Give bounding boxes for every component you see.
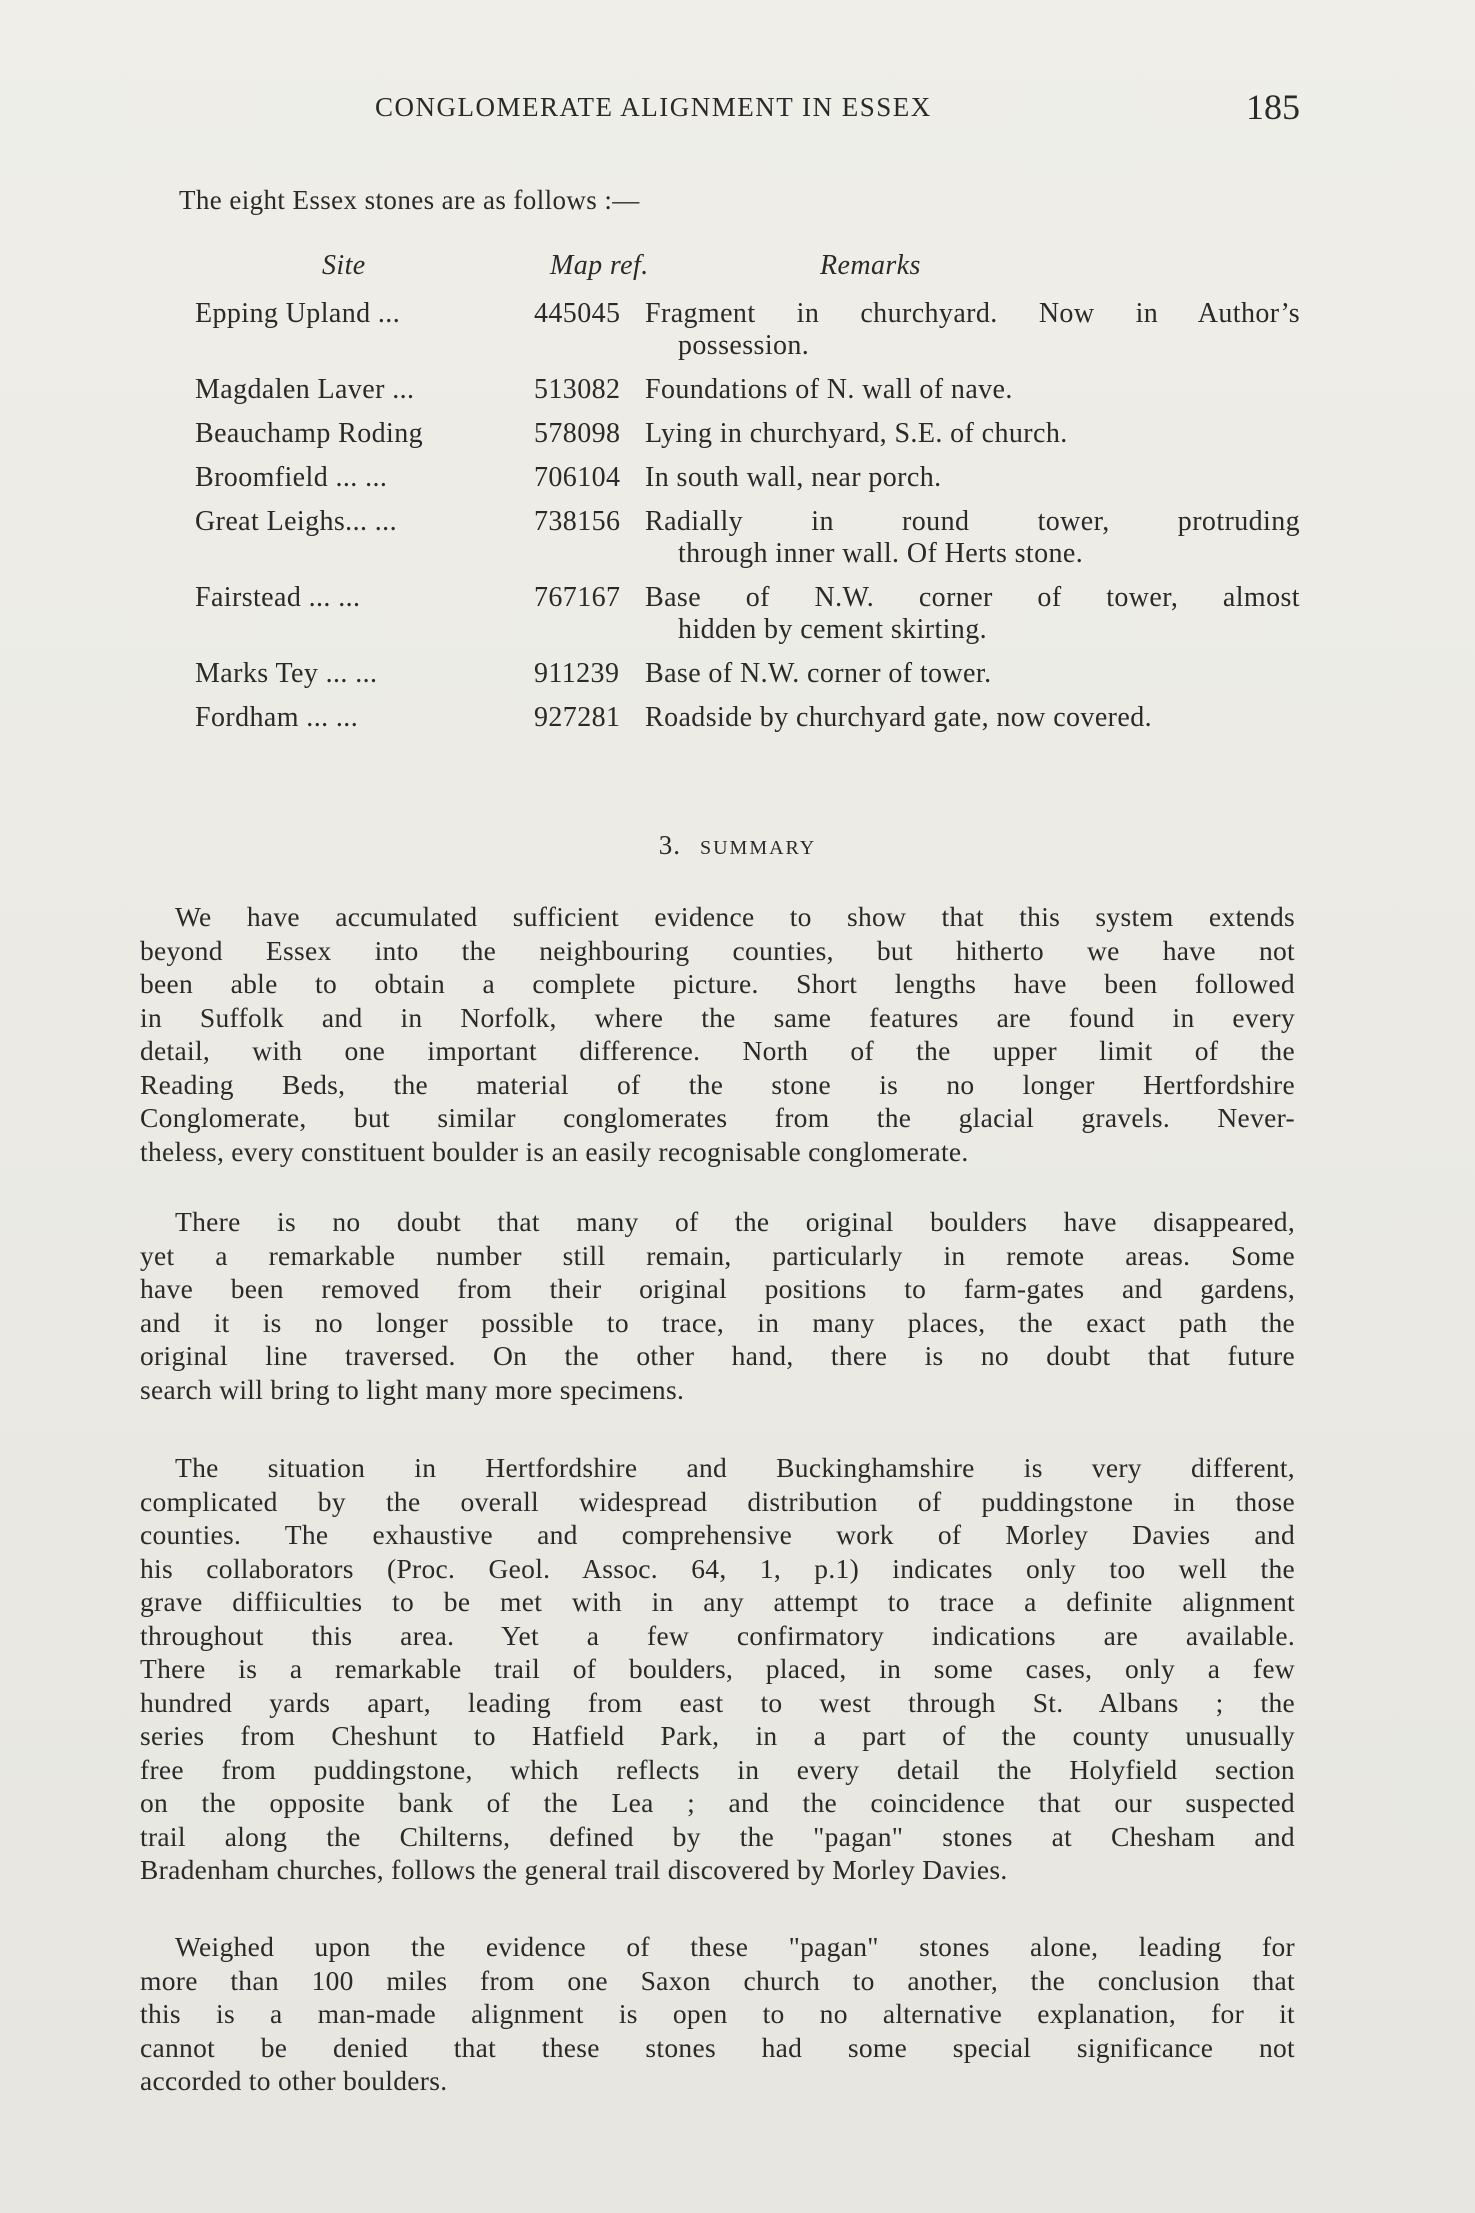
remarks-cell	[645, 506, 1300, 570]
remarks-cell	[645, 582, 1300, 646]
remarks-cell	[645, 374, 1300, 406]
remarks-line: Foundations of N. wall of nave.	[645, 374, 1013, 405]
remarks-line: Base of N.W. corner of tower.	[645, 658, 992, 689]
map-ref-cell: 578098	[534, 418, 621, 449]
site-cell: Magdalen Laver ...	[195, 374, 415, 405]
map-ref-column-header: Map ref.	[550, 250, 649, 281]
stones-table	[195, 250, 1300, 746]
table-row	[195, 462, 1300, 494]
table-row	[195, 506, 1300, 570]
remarks-line: Lying in churchyard, S.E. of church.	[645, 418, 1068, 449]
map-ref-cell: 706104	[534, 462, 621, 493]
text-line: and it is no longer possible to trace, in many places, the exact path the	[140, 1306, 1295, 1338]
text-line: trail along the Chilterns, defined by the "pagan" stones at Chesham and	[140, 1820, 1295, 1852]
table-row	[195, 298, 1300, 362]
text-line: Weighed upon the evidence of these "pagan" stones alone, leading for	[175, 1931, 1295, 1962]
map-ref-cell: 767167	[534, 582, 621, 613]
table-row	[195, 702, 1300, 734]
text-line: complicated by the overall widespread distribution of puddingstone in those	[140, 1485, 1295, 1517]
paragraph	[140, 1930, 1295, 2098]
intro-text: The eight Essex stones are as follows :—	[179, 185, 640, 215]
map-ref-cell: 445045	[534, 298, 621, 329]
table-row	[195, 374, 1300, 406]
site-cell: Beauchamp Roding	[195, 418, 424, 449]
text-line: have been removed from their original positions to farm-gates and gardens,	[140, 1273, 1295, 1304]
remarks-line: possession.	[678, 330, 810, 361]
paragraph	[140, 1205, 1295, 1406]
text-line: We have accumulated sufficient evidence to show that this system extends	[175, 901, 1295, 932]
site-cell: Fairstead ... ...	[195, 582, 361, 613]
text-line: been able to obtain a complete picture. Short lengths have been followed	[140, 968, 1295, 999]
section-number: 3.	[658, 830, 681, 860]
page-number: 185	[1246, 87, 1300, 127]
site-column-header: Site	[322, 250, 366, 281]
table-row	[195, 582, 1300, 646]
remarks-line: Base of N.W. corner of tower, almost	[645, 582, 1300, 613]
text-line: theless, every constituent boulder is an easily recognisable conglomerate.	[140, 1135, 969, 1167]
remarks-line: Roadside by churchyard gate, now covered.	[645, 702, 1153, 733]
text-line: cannot be denied that these stones had some special significance not	[140, 2031, 1295, 2063]
section-title: SUMMARY	[699, 837, 817, 859]
remarks-line: Radially in round tower, protruding	[645, 506, 1300, 537]
text-line: accorded to other boulders.	[140, 2065, 448, 2096]
text-line: grave diffiiculties to be met with in any attempt to trace a definite alignment	[140, 1586, 1295, 1617]
remarks-line: In south wall, near porch.	[645, 462, 942, 493]
section-heading	[0, 830, 1475, 861]
text-line: more than 100 miles from one Saxon church to another, the conclusion that	[140, 1964, 1295, 1996]
map-ref-cell: 927281	[534, 702, 621, 733]
text-line: There is a remarkable trail of boulders, placed, in some cases, only a few	[140, 1653, 1295, 1684]
text-line: series from Cheshunt to Hatfield Park, in a part of the county unusually	[140, 1720, 1295, 1751]
table-row	[195, 418, 1300, 450]
remarks-cell	[645, 298, 1300, 362]
text-line: on the opposite bank of the Lea ; and the coincidence that our suspected	[140, 1787, 1295, 1818]
text-line: yet a remarkable number still remain, particularly in remote areas. Some	[140, 1239, 1295, 1271]
text-line: detail, with one important difference. North of the upper limit of the	[140, 1035, 1295, 1066]
site-cell: Marks Tey ... ...	[195, 658, 378, 689]
text-line: search will bring to light many more specimens.	[140, 1373, 685, 1405]
remarks-cell	[645, 462, 1300, 494]
paragraph	[140, 1451, 1295, 1887]
text-line: this is a man-made alignment is open to no alternative explanation, for it	[140, 1998, 1295, 2029]
text-line: his collaborators (Proc. Geol. Assoc. 64, 1, p.1) indicates only too well the	[140, 1552, 1295, 1584]
running-title: CONGLOMERATE ALIGNMENT IN ESSEX	[375, 92, 932, 122]
remarks-cell	[645, 702, 1300, 734]
text-line: beyond Essex into the neighbouring counties, but hitherto we have not	[140, 934, 1295, 966]
remarks-line: through inner wall. Of Herts stone.	[678, 538, 1084, 569]
site-cell: Great Leighs... ...	[195, 506, 397, 537]
text-line: Conglomerate, but similar conglomerates from the glacial gravels. Never-	[140, 1102, 1295, 1133]
remarks-column-header: Remarks	[820, 250, 921, 281]
text-line: throughout this area. Yet a few confirmatory indications are available.	[140, 1619, 1295, 1651]
site-cell: Epping Upland ...	[195, 298, 401, 329]
page-header	[140, 87, 1300, 132]
remarks-line: hidden by cement skirting.	[678, 614, 988, 645]
site-cell: Fordham ... ...	[195, 702, 359, 733]
text-line: counties. The exhaustive and comprehensive work of Morley Davies and	[140, 1519, 1295, 1550]
text-line: The situation in Hertfordshire and Buckinghamshire is very different,	[175, 1452, 1295, 1483]
remarks-cell	[645, 658, 1300, 690]
table-row	[195, 658, 1300, 690]
remarks-cell	[645, 418, 1300, 450]
text-line: hundred yards apart, leading from east to west through St. Albans ; the	[140, 1686, 1295, 1718]
remarks-line: Fragment in churchyard. Now in Author’s	[645, 298, 1300, 329]
map-ref-cell: 911239	[534, 658, 620, 689]
text-line: Bradenham churches, follows the general trail discovered by Morley Davies.	[140, 1854, 1008, 1885]
text-line: original line traversed. On the other hand, there is no doubt that future	[140, 1340, 1295, 1371]
table-header	[195, 250, 1300, 298]
map-ref-cell: 513082	[534, 374, 621, 405]
map-ref-cell: 738156	[534, 506, 621, 537]
text-line: in Suffolk and in Norfolk, where the same features are found in every	[140, 1001, 1295, 1033]
text-line: free from puddingstone, which reflects in every detail the Holyfield section	[140, 1753, 1295, 1785]
text-line: There is no doubt that many of the original boulders have disappeared,	[175, 1206, 1295, 1237]
site-cell: Broomfield ... ...	[195, 462, 388, 493]
text-line: Reading Beds, the material of the stone is no longer Hertfordshire	[140, 1068, 1295, 1100]
paragraph	[140, 900, 1295, 1168]
